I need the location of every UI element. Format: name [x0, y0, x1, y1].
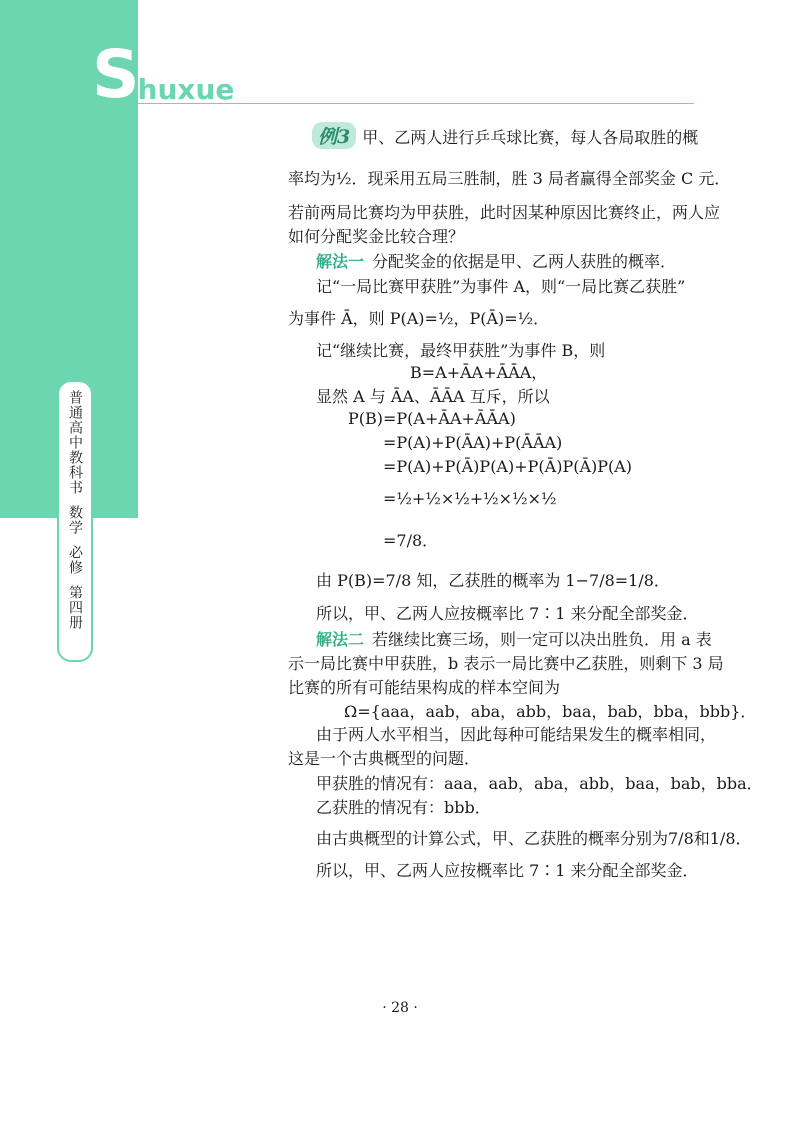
method1-label: 解法一: [316, 252, 365, 271]
method1-first-line: [316, 249, 676, 272]
brand-logo: [92, 36, 235, 113]
example-text-line: 如何分配奖金比较合理？: [288, 227, 465, 246]
solution-text-line: 由于两人水平相当，因此每种可能结果发生的概率相同，: [316, 725, 717, 744]
page-number: · 28 ·: [382, 1000, 418, 1016]
solution-text-line: 记“继续比赛，最终甲获胜”为事件 B，则: [316, 341, 606, 360]
solution-equation: =½+½×½+½×½×½: [383, 489, 557, 508]
solution-text-line: 甲获胜的情况有：aaa，aab，aba，abb，baa，bab，bba．: [316, 774, 763, 793]
solution-equation: =7/8．: [383, 531, 439, 550]
sidebar-subject: 数学: [67, 505, 83, 535]
sample-space-equation: Ω={aaa，aab，aba，abb，baa，bab，bba，bbb}．: [344, 702, 757, 721]
sidebar-track: 必修: [67, 545, 83, 575]
solution-text-line: 比赛的所有可能结果构成的样本空间为: [288, 678, 561, 697]
solution-text-line: 示一局比赛中甲获胜，b 表示一局比赛中乙获胜，则剩下 3 局: [288, 654, 724, 673]
solution-text-line: 这是一个古典概型的问题．: [288, 749, 481, 768]
example-label: 例3: [312, 122, 356, 149]
solution-equation: B=A+ĀA+ĀĀA，: [410, 363, 548, 382]
solution-equation: P(B)=P(A+ĀA+ĀĀA): [348, 409, 516, 428]
solution-text-line: 为事件 Ā，则 P(A)=½，P(Ā)=½．: [288, 309, 550, 328]
solution-text-line: 若继续比赛三场，则一定可以决出胜负．用 a 表: [372, 630, 712, 649]
solution-text-line: 由古典概型的计算公式，甲、乙获胜的概率分别为7/8和1/8．: [316, 829, 752, 848]
method2-first-line: [316, 627, 712, 650]
solution-text-line: 由 P(B)=7/8 知，乙获胜的概率为 1−7/8=1/8．: [316, 571, 670, 590]
example-text-line: 甲、乙两人进行乒乓球比赛，每人各局取胜的概: [362, 128, 699, 147]
solution-text-line: 显然 A 与 ĀA、ĀĀA 互斥，所以: [316, 387, 550, 406]
sidebar-series-title: 普通高中教科书: [67, 390, 83, 495]
solution-text-line: 乙获胜的情况有：bbb．: [316, 798, 491, 817]
brand-initial: S: [92, 36, 140, 113]
solution-equation: =P(A)+P(ĀA)+P(ĀĀA): [383, 433, 563, 452]
method2-label: 解法二: [316, 630, 365, 649]
example-text-line: 若前两局比赛均为甲获胜，此时因某种原因比赛终止，两人应: [288, 203, 721, 222]
sidebar-volume: 第四册: [67, 585, 83, 630]
example-text-line: 率均为½．现采用五局三胜制，胜 3 局者赢得全部奖金 C 元．: [288, 169, 731, 188]
book-series-sidebar: [57, 380, 93, 662]
brand-text: huxue: [137, 73, 235, 106]
solution-equation: =P(A)+P(Ā)P(A)+P(Ā)P(Ā)P(A): [383, 457, 633, 476]
solution-text-line: 分配奖金的依据是甲、乙两人获胜的概率．: [372, 252, 677, 271]
solution-text-line: 所以，甲、乙两人应按概率比 7∶1 来分配全部奖金．: [316, 604, 699, 623]
solution-text-line: 记“一局比赛甲获胜”为事件 A，则“一局比赛乙获胜”: [316, 277, 686, 296]
solution-text-line: 所以，甲、乙两人应按概率比 7∶1 来分配全部奖金．: [316, 861, 699, 880]
example-first-line: [312, 122, 698, 149]
